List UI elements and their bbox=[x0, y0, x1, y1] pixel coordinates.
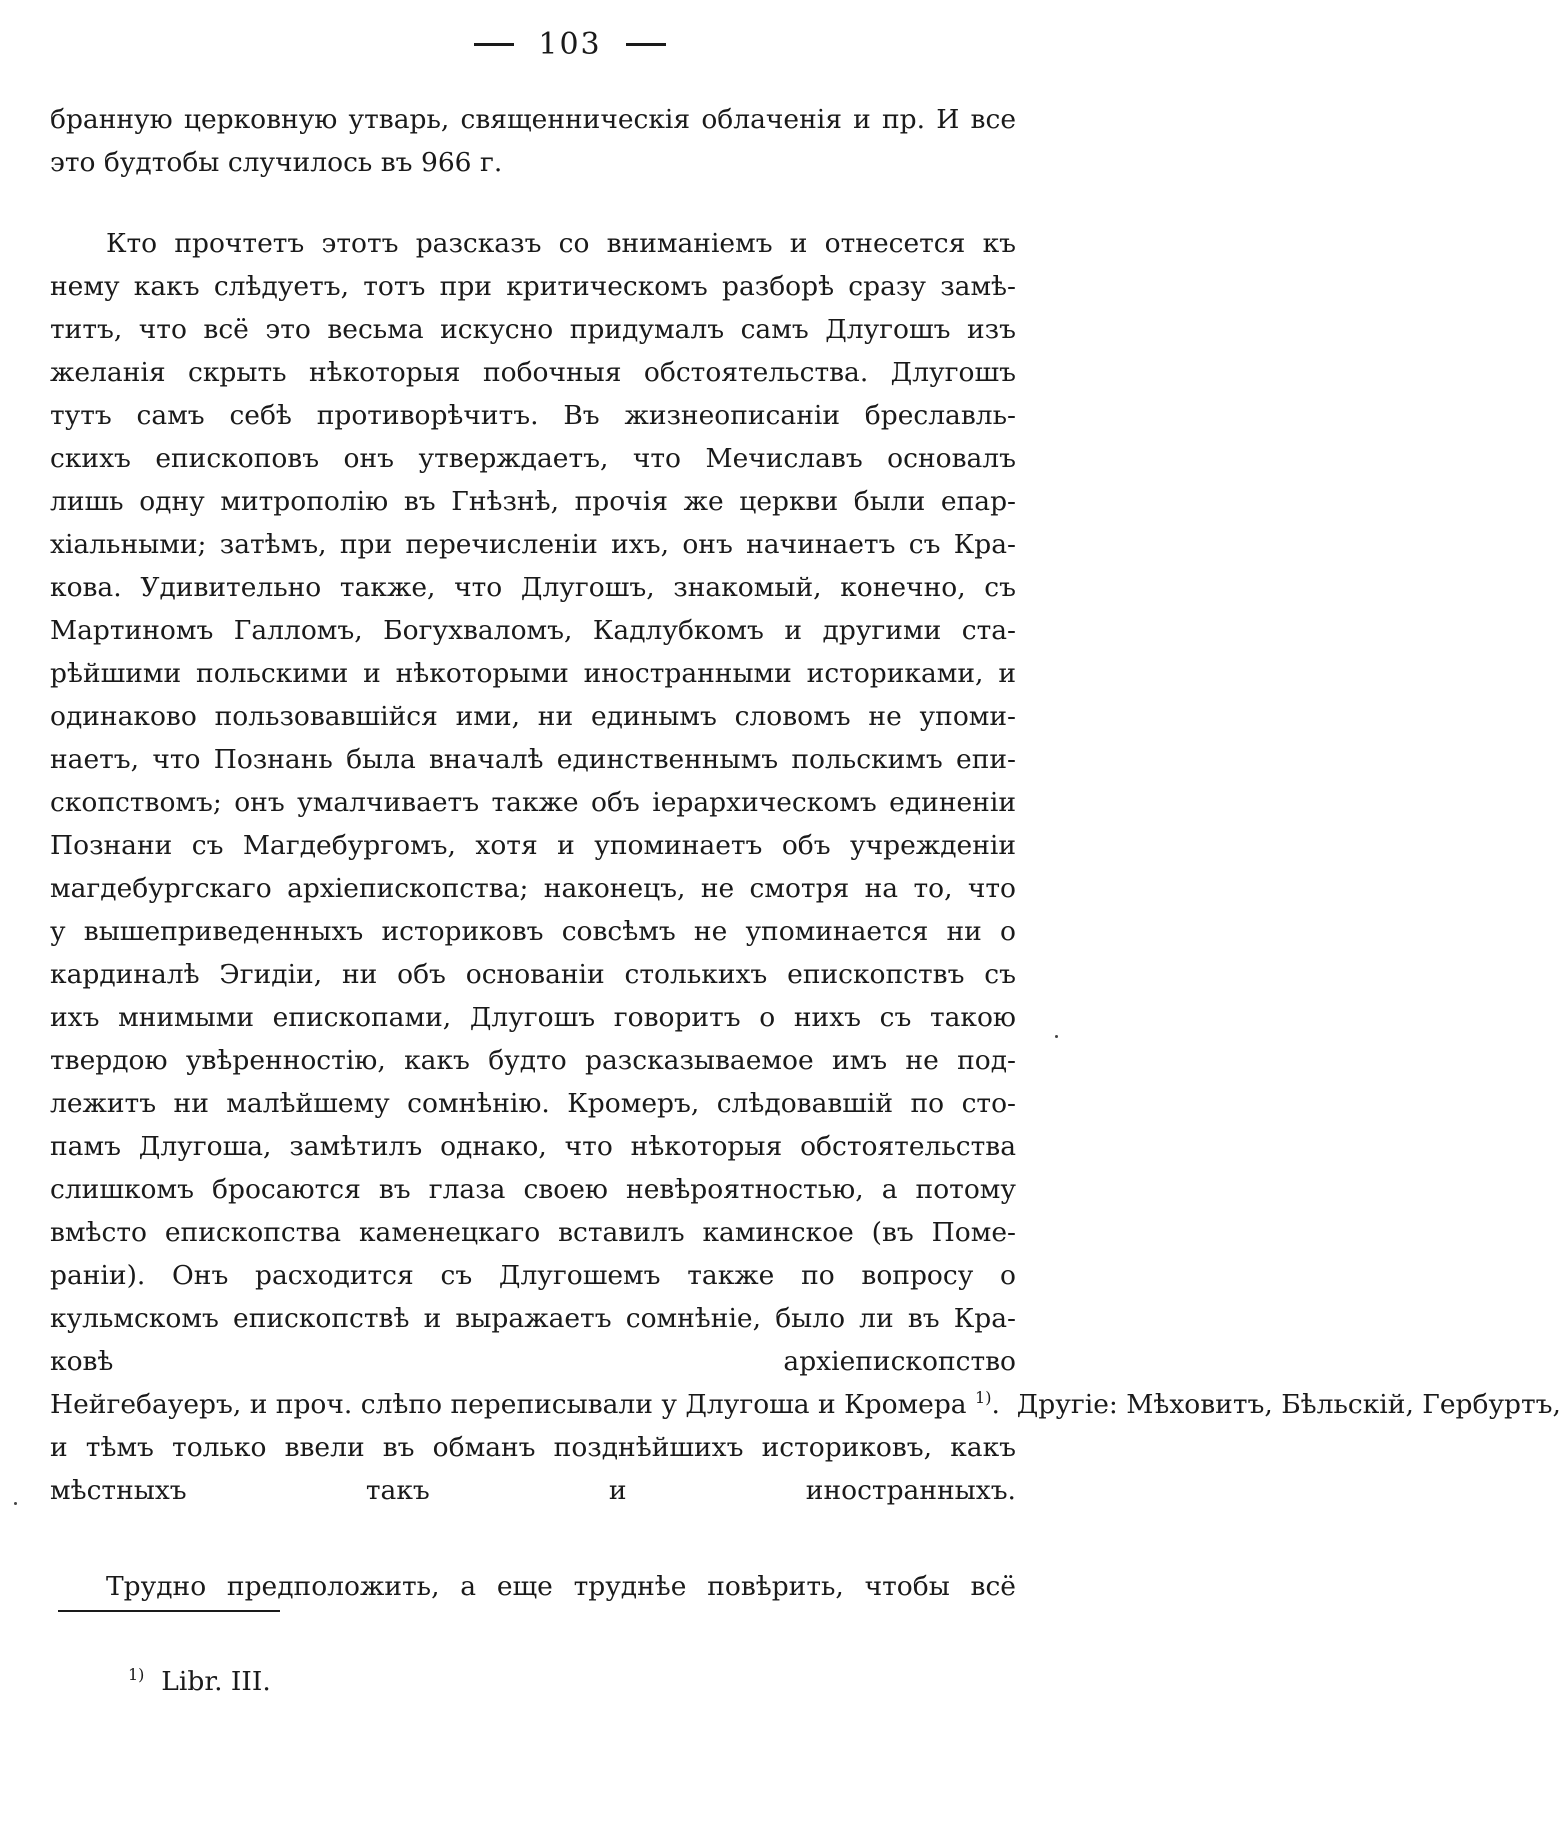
text-segment: Нейгебауеръ, и проч. слѣпо переписывали у Длугоша и Кромера bbox=[50, 1389, 967, 1420]
text-line: титъ, что всё это весьма искусно придумалъ самъ Длугошъ изъ bbox=[50, 314, 1016, 345]
header-dash-right bbox=[626, 43, 666, 46]
text-line: одинаково пользовавшійся ими, ни единымъ словомъ не упоми- bbox=[50, 701, 1016, 732]
text-line: кова. Удивительно также, что Длугошъ, знакомый, конечно, съ bbox=[50, 572, 1016, 603]
text-line: раніи). Онъ расходится съ Длугошемъ также по вопросу о bbox=[50, 1260, 1016, 1291]
text-line: Кто прочтетъ этотъ разсказъ со вниманіемъ и отнесется къ bbox=[106, 228, 1016, 259]
page-header bbox=[0, 22, 1140, 66]
header-dash-left bbox=[474, 43, 514, 46]
text-line-with-footnote-ref: Нейгебауеръ, и проч. слѣпо переписывали у Длугоша и Кромера $^{1)}$. Другіе: Мѣховитъ, Бѣльскій, Гербуртъ, bbox=[50, 1388, 1561, 1420]
text-line: вмѣсто епископства каменецкаго вставилъ каминское (въ Поме- bbox=[50, 1217, 1016, 1248]
text-line: Познани съ Магдебургомъ, хотя и упоминаетъ объ учрежденіи bbox=[50, 830, 1016, 861]
text-line: магдебургскаго архіепископства; наконецъ, не смотря на то, что bbox=[50, 873, 1016, 904]
text-line: нему какъ слѣдуетъ, тотъ при критическомъ разборѣ сразу замѣ- bbox=[50, 271, 1016, 302]
footnote-text: Libr. III. bbox=[161, 1666, 271, 1697]
print-speck bbox=[1055, 1035, 1058, 1038]
paragraph-gap bbox=[50, 1555, 1016, 1565]
text-line: у вышеприведенныхъ историковъ совсѣмъ не упоминается ни о bbox=[50, 916, 1016, 947]
text-line: ихъ мнимыми епископами, Длугошъ говоритъ о нихъ съ такою bbox=[50, 1002, 1016, 1033]
text-line: ковѣ архіепископство bbox=[50, 1346, 1016, 1377]
text-line bbox=[50, 1512, 1016, 1555]
text-line: бранную церковную утварь, священническія облаченія и пр. И все bbox=[50, 104, 1016, 135]
print-speck bbox=[14, 1502, 17, 1505]
text-line: тутъ самъ себѣ противорѣчитъ. Въ жизнеописаніи бреславль- bbox=[50, 400, 1016, 431]
text-segment: Другіе: Мѣховитъ, Бѣльскій, Гербуртъ, bbox=[1016, 1389, 1561, 1420]
text-line: Мартиномъ Галломъ, Богухваломъ, Кадлубкомъ и другими ста- bbox=[50, 615, 1016, 646]
text-line: скопствомъ; онъ умалчиваетъ также объ іерархическомъ единеніи bbox=[50, 787, 1016, 818]
text-line: рѣйшими польскими и нѣкоторыми иностранными историками, и bbox=[50, 658, 1016, 689]
text-line: хіальными; затѣмъ, при перечисленіи ихъ, онъ начинаетъ съ Кра- bbox=[50, 529, 1016, 560]
body-text bbox=[50, 98, 1561, 1608]
text-line: и тѣмъ только ввели въ обманъ позднѣйшихъ историковъ, какъ bbox=[50, 1432, 1016, 1463]
text-line: лишь одну митрополію въ Гнѣзнѣ, прочія же церкви были епар- bbox=[50, 486, 1016, 517]
footnote-reference[interactable]: 1) bbox=[975, 1388, 992, 1408]
text-line: лежитъ ни малѣйшему сомнѣнію. Кромеръ, слѣдовавшій по сто- bbox=[50, 1088, 1016, 1119]
text-line: кульмскомъ епископствѣ и выражаетъ сомнѣніе, было ли въ Кра- bbox=[50, 1303, 1016, 1334]
text-line: памъ Длугоша, замѣтилъ однако, что нѣкоторыя обстоятельства bbox=[50, 1131, 1016, 1162]
text-line: твердою увѣренностію, какъ будто разсказываемое имъ не под- bbox=[50, 1045, 1016, 1076]
text-line: скихъ епископовъ онъ утверждаетъ, что Мечиславъ основалъ bbox=[50, 443, 1016, 474]
text-line: желанія скрыть нѣкоторыя побочныя обстоятельства. Длугошъ bbox=[50, 357, 1016, 388]
paragraph-gap bbox=[50, 184, 1016, 222]
footnote-marker: 1) bbox=[128, 1665, 145, 1685]
footnote-divider bbox=[58, 1610, 280, 1612]
text-line: Трудно предположить, а еще труднѣе повѣрить, чтобы всё bbox=[106, 1571, 1016, 1602]
text-line: слишкомъ бросаются въ глаза своею невѣроятностью, а потому bbox=[50, 1174, 1016, 1205]
text-line: наетъ, что Познань была вначалѣ единственнымъ польскимъ епи- bbox=[50, 744, 1016, 775]
text-line: это будтобы случилось въ 966 г. bbox=[50, 147, 503, 178]
footnote bbox=[128, 1662, 271, 1702]
page-number: 103 bbox=[538, 26, 602, 62]
text-line: мѣстныхъ такъ и иностранныхъ. bbox=[50, 1475, 1016, 1506]
text-line: кардиналѣ Эгидіи, ни объ основаніи столькихъ епископствъ съ bbox=[50, 959, 1016, 990]
